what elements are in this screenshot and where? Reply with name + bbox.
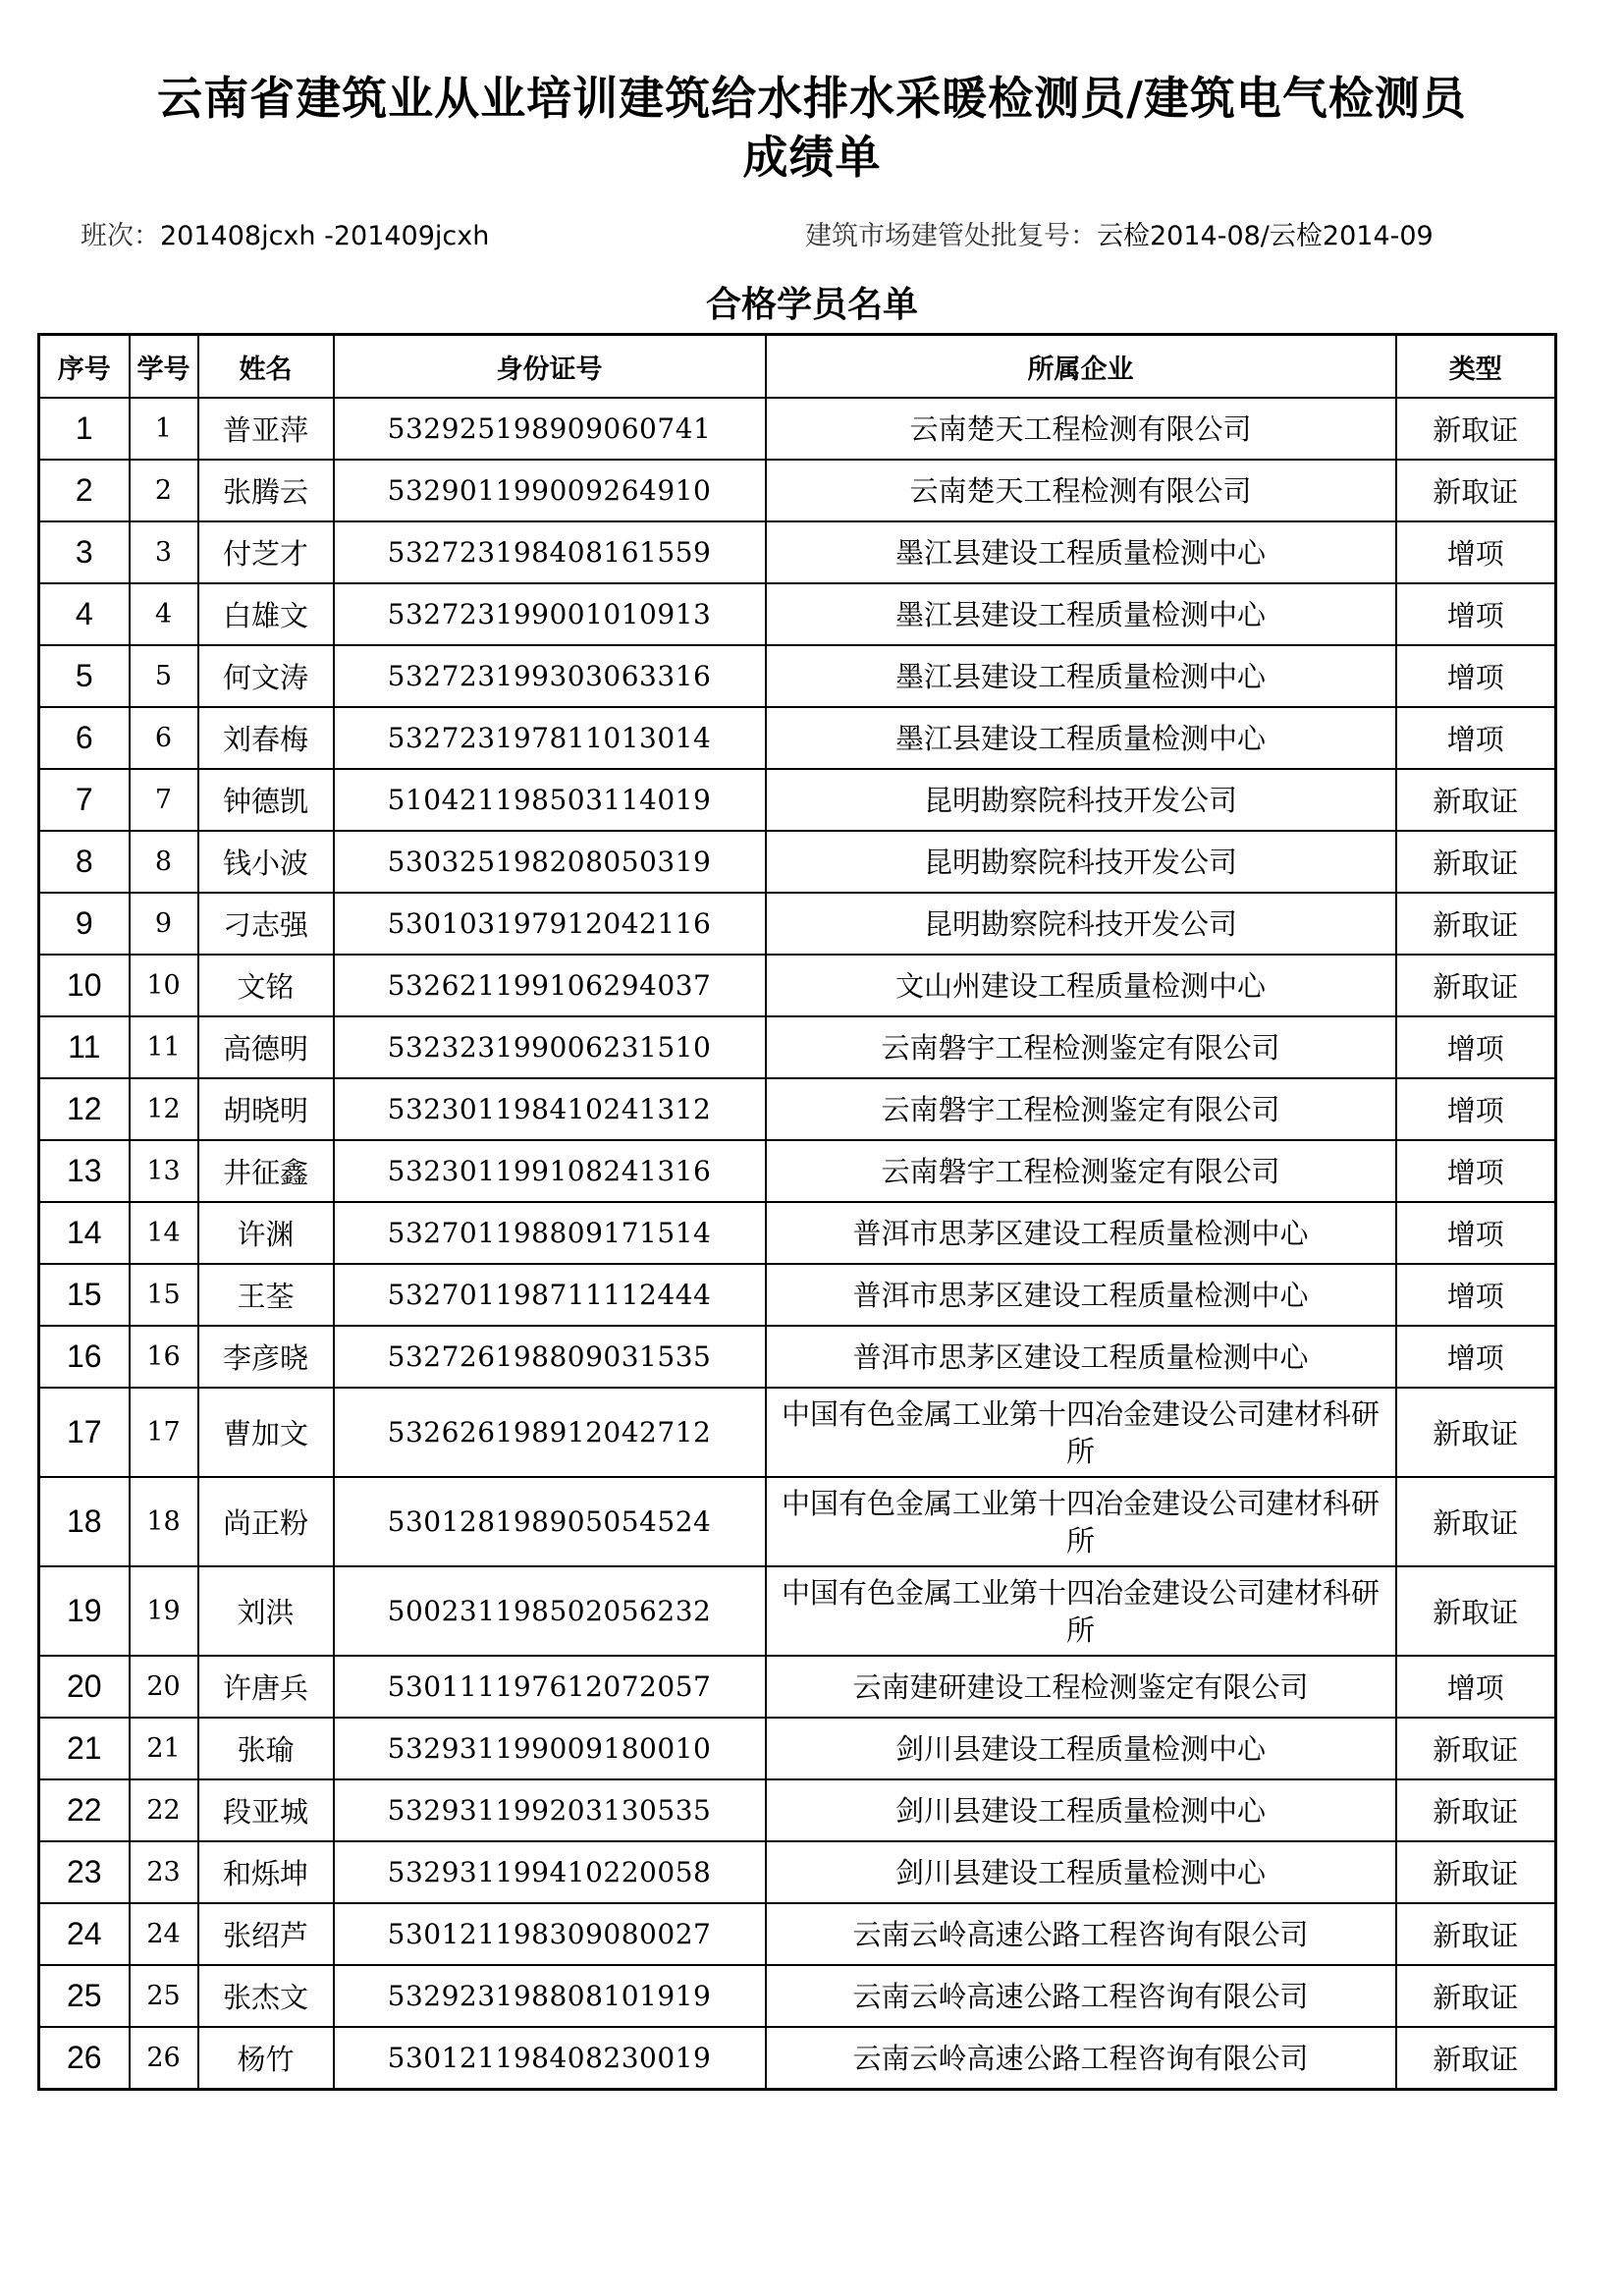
cell-company: 中国有色金属工业第十四冶金建设公司建材科研所 <box>766 1388 1396 1477</box>
table-row <box>39 707 1556 769</box>
cell-student-no: 6 <box>130 707 198 769</box>
cell-name: 和烁坤 <box>198 1841 334 1903</box>
cell-seq: 7 <box>39 769 130 831</box>
cell-seq: 20 <box>39 1656 130 1718</box>
cell-student-no: 13 <box>130 1140 198 1202</box>
cell-id-number: 530121198408230019 <box>334 2027 766 2090</box>
table-row <box>39 1965 1556 2027</box>
cell-id-number: 532723199001010913 <box>334 583 766 645</box>
approval-info <box>805 214 1434 252</box>
class-value: 201408jcxh -201409jcxh <box>160 221 490 251</box>
title-line-2: 成绩单 <box>742 131 882 184</box>
cell-seq: 11 <box>39 1016 130 1078</box>
cell-student-no: 4 <box>130 583 198 645</box>
cell-seq: 18 <box>39 1477 130 1566</box>
cell-student-no: 18 <box>130 1477 198 1566</box>
cell-name: 张瑜 <box>198 1718 334 1779</box>
cell-type: 新取证 <box>1396 2027 1556 2090</box>
cell-seq: 8 <box>39 831 130 893</box>
cell-student-no: 15 <box>130 1264 198 1326</box>
cell-id-number: 530103197912042116 <box>334 893 766 955</box>
table-row <box>39 1841 1556 1903</box>
cell-id-number: 532726198809031535 <box>334 1326 766 1388</box>
cell-student-no: 8 <box>130 831 198 893</box>
cell-id-number: 532723197811013014 <box>334 707 766 769</box>
cell-student-no: 19 <box>130 1566 198 1656</box>
cell-company: 剑川县建设工程质量检测中心 <box>766 1779 1396 1841</box>
table-header-row <box>39 335 1556 399</box>
cell-company: 墨江县建设工程质量检测中心 <box>766 707 1396 769</box>
cell-seq: 16 <box>39 1326 130 1388</box>
cell-company: 普洱市思茅区建设工程质量检测中心 <box>766 1264 1396 1326</box>
class-label: 班次： <box>81 221 160 251</box>
cell-type: 新取证 <box>1396 1477 1556 1566</box>
cell-name: 钱小波 <box>198 831 334 893</box>
cell-seq: 21 <box>39 1718 130 1779</box>
cell-type: 增项 <box>1396 1656 1556 1718</box>
cell-id-number: 532301199108241316 <box>334 1140 766 1202</box>
table-row <box>39 1326 1556 1388</box>
cell-student-no: 24 <box>130 1903 198 1965</box>
table-row <box>39 1388 1556 1477</box>
table-row <box>39 1477 1556 1566</box>
cell-name: 高德明 <box>198 1016 334 1078</box>
cell-company: 云南磐宇工程检测鉴定有限公司 <box>766 1016 1396 1078</box>
cell-id-number: 532925198909060741 <box>334 398 766 460</box>
cell-company: 昆明勘察院科技开发公司 <box>766 831 1396 893</box>
cell-student-no: 14 <box>130 1202 198 1264</box>
cell-name: 何文涛 <box>198 645 334 707</box>
cell-seq: 3 <box>39 521 130 583</box>
cell-type: 增项 <box>1396 1140 1556 1202</box>
cell-seq: 5 <box>39 645 130 707</box>
cell-type: 新取证 <box>1396 1388 1556 1477</box>
table-row <box>39 1016 1556 1078</box>
cell-name: 王荃 <box>198 1264 334 1326</box>
cell-name: 段亚城 <box>198 1779 334 1841</box>
table-row <box>39 1903 1556 1965</box>
cell-company: 云南云岭高速公路工程咨询有限公司 <box>766 2027 1396 2090</box>
cell-type: 新取证 <box>1396 1566 1556 1656</box>
cell-student-no: 20 <box>130 1656 198 1718</box>
cell-name: 许渊 <box>198 1202 334 1264</box>
cell-id-number: 530111197612072057 <box>334 1656 766 1718</box>
table-row <box>39 1656 1556 1718</box>
cell-company: 普洱市思茅区建设工程质量检测中心 <box>766 1326 1396 1388</box>
cell-student-no: 16 <box>130 1326 198 1388</box>
table-body <box>39 398 1556 2090</box>
results-table <box>37 333 1557 2091</box>
cell-seq: 13 <box>39 1140 130 1202</box>
cell-company: 云南磐宇工程检测鉴定有限公司 <box>766 1140 1396 1202</box>
cell-seq: 4 <box>39 583 130 645</box>
cell-type: 新取证 <box>1396 769 1556 831</box>
title-line-1: 云南省建筑业从业培训建筑给水排水采暖检测员/建筑电气检测员 <box>157 72 1467 125</box>
cell-type: 新取证 <box>1396 1965 1556 2027</box>
cell-id-number: 532901199009264910 <box>334 460 766 521</box>
cell-student-no: 23 <box>130 1841 198 1903</box>
cell-id-number: 532923198808101919 <box>334 1965 766 2027</box>
cell-name: 张腾云 <box>198 460 334 521</box>
cell-id-number: 532626198912042712 <box>334 1388 766 1477</box>
cell-company: 剑川县建设工程质量检测中心 <box>766 1841 1396 1903</box>
cell-student-no: 12 <box>130 1078 198 1140</box>
cell-id-number: 532701198809171514 <box>334 1202 766 1264</box>
cell-company: 中国有色金属工业第十四冶金建设公司建材科研所 <box>766 1566 1396 1656</box>
cell-seq: 26 <box>39 2027 130 2090</box>
cell-type: 增项 <box>1396 1264 1556 1326</box>
cell-type: 新取证 <box>1396 398 1556 460</box>
cell-id-number: 532931199009180010 <box>334 1718 766 1779</box>
cell-student-no: 22 <box>130 1779 198 1841</box>
cell-id-number: 530121198309080027 <box>334 1903 766 1965</box>
table-row <box>39 521 1556 583</box>
table-row <box>39 1566 1556 1656</box>
cell-name: 李彦晓 <box>198 1326 334 1388</box>
cell-id-number: 532301198410241312 <box>334 1078 766 1140</box>
cell-type: 增项 <box>1396 583 1556 645</box>
cell-type: 新取证 <box>1396 893 1556 955</box>
cell-type: 增项 <box>1396 1078 1556 1140</box>
cell-name: 刘春梅 <box>198 707 334 769</box>
cell-company: 云南云岭高速公路工程咨询有限公司 <box>766 1965 1396 2027</box>
table-row <box>39 893 1556 955</box>
cell-company: 云南云岭高速公路工程咨询有限公司 <box>766 1903 1396 1965</box>
cell-name: 许唐兵 <box>198 1656 334 1718</box>
table-row <box>39 1202 1556 1264</box>
cell-company: 云南楚天工程检测有限公司 <box>766 398 1396 460</box>
cell-name: 付芝才 <box>198 521 334 583</box>
table-row <box>39 1264 1556 1326</box>
cell-student-no: 3 <box>130 521 198 583</box>
cell-id-number: 530325198208050319 <box>334 831 766 893</box>
cell-seq: 10 <box>39 955 130 1016</box>
cell-company: 云南楚天工程检测有限公司 <box>766 460 1396 521</box>
cell-student-no: 25 <box>130 1965 198 2027</box>
table-row <box>39 1140 1556 1202</box>
class-info <box>81 214 489 252</box>
cell-type: 新取证 <box>1396 1903 1556 1965</box>
cell-seq: 17 <box>39 1388 130 1477</box>
cell-type: 增项 <box>1396 707 1556 769</box>
cell-company: 普洱市思茅区建设工程质量检测中心 <box>766 1202 1396 1264</box>
cell-type: 新取证 <box>1396 460 1556 521</box>
cell-id-number: 532323199006231510 <box>334 1016 766 1078</box>
table-row <box>39 831 1556 893</box>
approval-label: 建筑市场建管处批复号： <box>805 221 1097 251</box>
cell-name: 钟德凯 <box>198 769 334 831</box>
cell-student-no: 21 <box>130 1718 198 1779</box>
cell-seq: 2 <box>39 460 130 521</box>
cell-type: 新取证 <box>1396 1841 1556 1903</box>
cell-name: 曹加文 <box>198 1388 334 1477</box>
cell-id-number: 532931199410220058 <box>334 1841 766 1903</box>
table-row <box>39 460 1556 521</box>
table-row <box>39 769 1556 831</box>
cell-student-no: 7 <box>130 769 198 831</box>
col-header-company: 所属企业 <box>766 335 1396 399</box>
cell-seq: 15 <box>39 1264 130 1326</box>
cell-name: 文铭 <box>198 955 334 1016</box>
cell-company: 云南建研建设工程检测鉴定有限公司 <box>766 1656 1396 1718</box>
cell-id-number: 532723199303063316 <box>334 645 766 707</box>
cell-id-number: 532701198711112444 <box>334 1264 766 1326</box>
cell-seq: 24 <box>39 1903 130 1965</box>
cell-type: 新取证 <box>1396 955 1556 1016</box>
cell-id-number: 500231198502056232 <box>334 1566 766 1656</box>
col-header-type: 类型 <box>1396 335 1556 399</box>
cell-company: 墨江县建设工程质量检测中心 <box>766 521 1396 583</box>
cell-name: 刁志强 <box>198 893 334 955</box>
cell-name: 尚正粉 <box>198 1477 334 1566</box>
cell-seq: 1 <box>39 398 130 460</box>
cell-name: 胡晓明 <box>198 1078 334 1140</box>
list-subtitle: 合格学员名单 <box>705 285 918 325</box>
cell-company: 墨江县建设工程质量检测中心 <box>766 645 1396 707</box>
cell-company: 中国有色金属工业第十四冶金建设公司建材科研所 <box>766 1477 1396 1566</box>
document-title <box>39 69 1585 187</box>
cell-seq: 25 <box>39 1965 130 2027</box>
cell-student-no: 26 <box>130 2027 198 2090</box>
cell-id-number: 510421198503114019 <box>334 769 766 831</box>
cell-student-no: 9 <box>130 893 198 955</box>
cell-name: 张绍芦 <box>198 1903 334 1965</box>
table-row <box>39 583 1556 645</box>
cell-type: 增项 <box>1396 645 1556 707</box>
col-header-id-number: 身份证号 <box>334 335 766 399</box>
col-header-student-no: 学号 <box>130 335 198 399</box>
cell-id-number: 532931199203130535 <box>334 1779 766 1841</box>
table-row <box>39 1718 1556 1779</box>
cell-type: 增项 <box>1396 521 1556 583</box>
approval-value: 云检2014-08/云检2014-09 <box>1097 221 1434 251</box>
cell-type: 新取证 <box>1396 831 1556 893</box>
table-row <box>39 1078 1556 1140</box>
cell-type: 增项 <box>1396 1202 1556 1264</box>
cell-company: 昆明勘察院科技开发公司 <box>766 893 1396 955</box>
cell-type: 增项 <box>1396 1326 1556 1388</box>
cell-student-no: 17 <box>130 1388 198 1477</box>
cell-id-number: 532621199106294037 <box>334 955 766 1016</box>
cell-seq: 22 <box>39 1779 130 1841</box>
col-header-seq: 序号 <box>39 335 130 399</box>
cell-company: 墨江县建设工程质量检测中心 <box>766 583 1396 645</box>
table-row <box>39 398 1556 460</box>
cell-name: 井征鑫 <box>198 1140 334 1202</box>
cell-type: 新取证 <box>1396 1779 1556 1841</box>
cell-name: 杨竹 <box>198 2027 334 2090</box>
table-row <box>39 2027 1556 2090</box>
table-row <box>39 955 1556 1016</box>
col-header-name: 姓名 <box>198 335 334 399</box>
table-row <box>39 645 1556 707</box>
table-row <box>39 1779 1556 1841</box>
cell-company: 云南磐宇工程检测鉴定有限公司 <box>766 1078 1396 1140</box>
cell-company: 昆明勘察院科技开发公司 <box>766 769 1396 831</box>
cell-student-no: 2 <box>130 460 198 521</box>
cell-student-no: 5 <box>130 645 198 707</box>
cell-id-number: 530128198905054524 <box>334 1477 766 1566</box>
cell-student-no: 11 <box>130 1016 198 1078</box>
cell-seq: 6 <box>39 707 130 769</box>
cell-id-number: 532723198408161559 <box>334 521 766 583</box>
cell-name: 张杰文 <box>198 1965 334 2027</box>
cell-seq: 12 <box>39 1078 130 1140</box>
cell-type: 增项 <box>1396 1016 1556 1078</box>
cell-seq: 19 <box>39 1566 130 1656</box>
cell-seq: 14 <box>39 1202 130 1264</box>
cell-student-no: 1 <box>130 398 198 460</box>
cell-name: 普亚萍 <box>198 398 334 460</box>
cell-seq: 23 <box>39 1841 130 1903</box>
cell-type: 新取证 <box>1396 1718 1556 1779</box>
cell-name: 白雄文 <box>198 583 334 645</box>
cell-seq: 9 <box>39 893 130 955</box>
cell-company: 剑川县建设工程质量检测中心 <box>766 1718 1396 1779</box>
cell-student-no: 10 <box>130 955 198 1016</box>
cell-name: 刘洪 <box>198 1566 334 1656</box>
cell-company: 文山州建设工程质量检测中心 <box>766 955 1396 1016</box>
